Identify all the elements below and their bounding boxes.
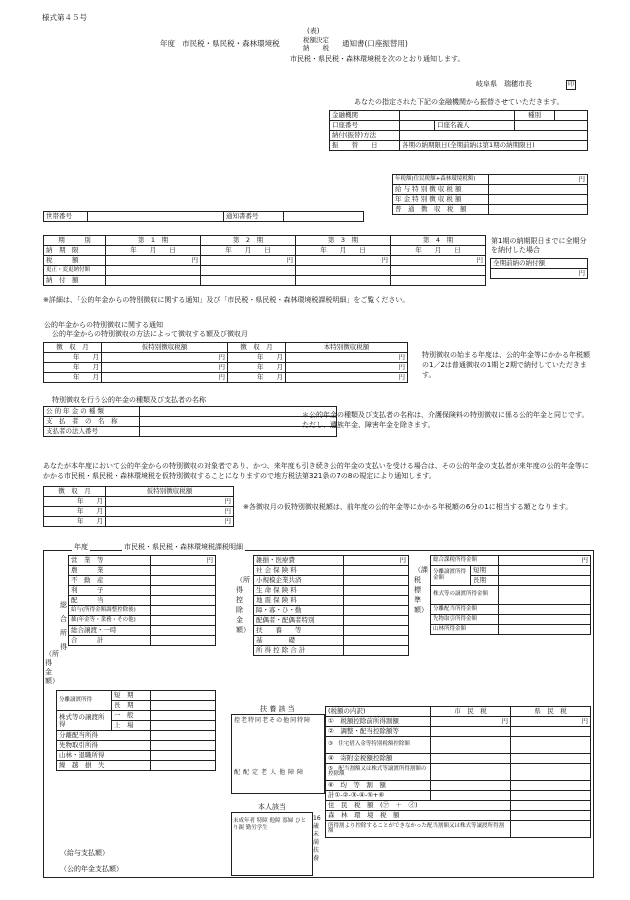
payer-corp: 支払者の法人番号 — [44, 427, 140, 437]
prov-month: 年 月 — [44, 507, 106, 517]
form-number: 様式第４５号 — [42, 13, 87, 22]
long-label: 長 期 — [112, 701, 151, 711]
fuyo-bottom-col: 配 — [234, 769, 244, 776]
period-row-paid: 納 付 額 — [44, 276, 106, 286]
title-taxes: 市民税・県民税・森林環境税 — [182, 39, 280, 48]
detail-year: 年度 — [74, 543, 88, 551]
other-income: 先物取引所得 — [57, 741, 151, 751]
title-kind — [303, 36, 329, 52]
income-item: 給与(所得金額調整控除後) — [69, 606, 151, 616]
payer-note: ＊公的年金の種類及び支払者の名称は、介護保険料の特別徴収に係る公的年金と同じです。ただし、遺族年金、障害年金を除きます。 — [302, 411, 589, 429]
bank-type: 種別 — [515, 111, 555, 121]
period-h0: 期 別 — [44, 236, 106, 246]
fuyo-bottom — [234, 770, 306, 776]
tax-h2: 県 民 税 — [511, 707, 591, 717]
income-item: 営 業 等 — [69, 556, 151, 566]
fuyo-col: 老 — [241, 717, 249, 724]
yen-mark: 円 — [151, 556, 216, 566]
pension-title: 公的年金からの特別徴収に関する通知 — [44, 321, 163, 329]
tax-item: ① 税額控除前所得割額 — [326, 717, 431, 727]
payer-title: 特別徴収を行う公的年金の種類及び支払者の名称 — [52, 396, 206, 404]
deduction-item: 基 礎 — [254, 636, 344, 646]
yen-mark: 円 — [106, 507, 234, 517]
fuyo-col: 特 — [297, 717, 305, 724]
due-date: 年 月 日 — [391, 246, 486, 256]
deduction-item: 地 震 保 険 料 — [254, 596, 344, 606]
fuyo-bottom-col: 定 — [252, 769, 262, 776]
fuyo-bottom-col: 障 — [288, 769, 298, 776]
fuyo-col: 同 — [290, 717, 298, 724]
deduction-table — [253, 555, 409, 656]
prov-h1: 仮特別徴収税額 — [106, 487, 234, 497]
page-title — [160, 40, 280, 48]
detail-note: ※詳細は、「公的年金からの特別徴収に関する通知」及び「市民税・県民税・森林環境税課税明細」をご覧ください。 — [43, 296, 410, 304]
honnin-label: 本人該当 — [258, 803, 286, 811]
short-label: 短 期 — [112, 691, 151, 701]
fuyo-col: 老 — [262, 717, 270, 724]
pension-h0: 徴 収 月 — [44, 343, 102, 353]
pension-month: 年 月 — [44, 363, 102, 373]
pension-sub: 公的年金からの特別徴収の方法によって徴収する額及び徴収月 — [52, 330, 248, 338]
period-row-tax: 税 額 — [44, 256, 106, 266]
pension-month: 年 月 — [228, 353, 286, 363]
issuer-name: 岐阜県 瑞穂市長 — [476, 80, 532, 88]
taxable-item: 総合課税所得金額 — [431, 556, 499, 566]
honnin-cols — [233, 818, 311, 832]
deduction-item: 社 会 保 険 料 — [254, 566, 344, 576]
income-item: 総合譲渡・一時 — [69, 626, 151, 636]
id-table — [43, 211, 364, 222]
payer-table — [43, 406, 337, 437]
yen-mark: 円 — [201, 256, 296, 266]
income-item: 農 業 — [69, 566, 151, 576]
general-label: 一 般 — [112, 711, 151, 721]
annual-ordinary: 普 通 徴 収 税 額 — [393, 205, 489, 215]
fuyo-bottom-col: 障 — [297, 769, 307, 776]
annual-total: 年税額(住民税額+森林環境税額) — [393, 175, 489, 185]
honnin-col: 他障 — [269, 818, 281, 824]
yen-mark: 円 — [391, 256, 486, 266]
deduction-item: 雑損・医療費 — [254, 556, 344, 566]
fuyo-bottom-col: 配 — [243, 769, 253, 776]
title-year: 年度 — [160, 39, 175, 48]
jumin-label: 住 民 税 額 (㋐ ＋ ㋑) — [326, 801, 511, 811]
detail-title: 市民税・県民税・森林環境税課税明細 — [124, 543, 243, 551]
provisional-table — [43, 486, 234, 527]
bank-holder: 口座名義人 — [435, 121, 515, 131]
pension-h3: 本特別徴収税額 — [286, 343, 408, 353]
yen-mark: 円 — [431, 717, 511, 727]
honnin-col: 寡婦 — [282, 818, 294, 824]
income-table — [68, 555, 216, 646]
yen-mark: 円 — [499, 556, 591, 566]
deduction-item: 所 得 控 除 合 計 — [254, 646, 344, 656]
period-row-due: 納 期 限 — [44, 246, 106, 256]
period-h1: 第 1 期 — [106, 236, 201, 246]
tax-item: ⑥ 均 等 割 額 — [326, 781, 431, 791]
bank-method: 納付(振替)方法 — [330, 131, 400, 141]
separate-table — [56, 690, 216, 771]
pension-h1: 仮特別徴収税額 — [102, 343, 228, 353]
yen-mark: 円 — [286, 373, 408, 383]
income-item: 不 動 産 — [69, 576, 151, 586]
pension-table — [43, 342, 408, 383]
pension-month: 年 月 — [44, 373, 102, 383]
bank-account: 口座番号 — [330, 121, 400, 131]
period-table — [43, 235, 486, 286]
prov-h0: 徴 収 月 — [44, 487, 106, 497]
fuyo-bottom-col: 老 — [261, 769, 271, 776]
honnin-col: ひとり親 — [233, 818, 307, 831]
pension-month: 年 月 — [44, 353, 102, 363]
period-h4: 第 4 期 — [391, 236, 486, 246]
income-item: 合 計 — [69, 636, 151, 646]
title-notice: 通知書(口座振替用) — [342, 39, 408, 48]
annual-table — [392, 174, 588, 215]
under16-label: 16歳未満扶養 — [313, 815, 321, 862]
tax-h0: (税額の内訳) — [326, 707, 431, 717]
notice-no: 通知書番号 — [224, 212, 284, 222]
period-h2: 第 2 期 — [201, 236, 296, 246]
bunri-label: 分離譲渡所得 — [57, 691, 112, 711]
title-kind2: 納 税 — [303, 44, 329, 52]
period-h3: 第 3 期 — [296, 236, 391, 246]
continue-note: あなたが本年度において公的年金からの特別徴収の対象者であり、かつ、来年度も引き続き公的年金の支払いを受ける場合は、その公的年金の支払者が来年度の公的年金等にかかる市民税・県民税・森林環境税を仮特別徴収することになりますので地方税法第321条の7の8の規定により通知します。 — [43, 462, 589, 480]
yen-mark: 円 — [106, 517, 234, 527]
pension-h2: 徴 収 月 — [228, 343, 286, 353]
honnin-col: 勤労学生 — [245, 825, 268, 831]
period-row-change: 更正・変更納付額 — [44, 266, 106, 276]
payer-kind: 公 的 年 金 の 種 類 — [44, 407, 140, 417]
fuyo-col: 同 — [255, 717, 263, 724]
yen-mark: 円 — [102, 363, 228, 373]
issuer-seal: 印 — [568, 81, 575, 88]
taxable-item: 山林所得金額 — [431, 625, 499, 635]
bank-date-label: 振 替 日 — [330, 141, 400, 151]
stock-label: 株式等の譲渡所得 — [57, 711, 112, 731]
honnin-col: 特障 — [256, 818, 268, 824]
sogo-label: 総合所得 — [60, 601, 67, 651]
title-kind1: 税額決定 — [303, 36, 329, 44]
yen-mark: 円 — [511, 717, 591, 727]
annual-salary: 給 与 特 別 徴 収 税 額 — [393, 185, 489, 195]
yen-mark: 円 — [106, 497, 234, 507]
annual-pension: 年 金 特 別 徴 収 税 額 — [393, 195, 489, 205]
due-date: 年 月 日 — [296, 246, 391, 256]
bank-institution: 金融機関 — [330, 111, 400, 121]
yen-mark: 円 — [286, 363, 408, 373]
taxable-item: 分離譲渡所得金額 — [431, 566, 471, 586]
taxable-long: 長期 — [471, 576, 499, 586]
deduction-item: 配偶者・配偶者特別 — [254, 616, 344, 626]
due-date: 年 月 日 — [201, 246, 296, 256]
fuyo-col: 特 — [248, 717, 256, 724]
provisional-note: ※各徴収月の仮特別徴収税額は、前年度の公的年金等にかかる年税額の6分の1に相当する額となります。 — [243, 503, 573, 511]
taxable-label: （課税標準額） — [414, 566, 428, 614]
bank-table — [329, 110, 588, 151]
tax-item: ④ 寄附金税額控除額 — [326, 754, 431, 764]
tax-table — [325, 706, 591, 838]
yen-mark: 円 — [102, 353, 228, 363]
prepay-note: 第1期の納期限日までに全期分を納付した場合 — [491, 237, 587, 254]
fuyo-col: 障 — [304, 717, 312, 724]
pension-month: 年 月 — [228, 363, 286, 373]
taxable-table — [430, 555, 591, 635]
yen-mark: 円 — [286, 353, 408, 363]
prepay-table — [490, 258, 588, 279]
taxable-item: 先物取引所得金額 — [431, 615, 499, 625]
fuyo-bottom-col: 他 — [279, 769, 289, 776]
bank-intro: あなたの指定された下記の金融機関から振替させていただきます。 — [354, 98, 564, 106]
tax-item: ⑤ 配当割額又は株式等譲渡所得割額の控除額 — [326, 764, 431, 781]
salary-amount: （給与支払額） — [60, 849, 109, 857]
fuyo-bottom-col: 人 — [270, 769, 280, 776]
deduction-item: 小規模企業共済 — [254, 576, 344, 586]
payer-name: 支 払 者 の 名 称 — [44, 417, 140, 427]
taxable-item: 分離配当所得金額 — [431, 605, 499, 615]
shinrin-label: 森 林 環 境 税 額 — [326, 811, 511, 821]
honnin-col: 未成年者 — [233, 818, 256, 824]
yen-mark: 円 — [106, 256, 201, 266]
footer-note: 所得割より控除することができなかった配当割額又は株式等譲渡所得割額 — [326, 821, 511, 838]
prepay-label: 全期前納の納付額 — [491, 259, 588, 269]
prov-month: 年 月 — [44, 517, 106, 527]
deduction-item: 扶 養 等 — [254, 626, 344, 636]
fuyo-col: の — [276, 717, 284, 724]
income-label: （所得金額） — [45, 650, 59, 685]
taxable-item: 株式等の譲渡所得金額 — [431, 586, 499, 605]
household-no: 世帯番号 — [44, 212, 88, 222]
tax-item: 計①-②-③-④-⑤+⑥ — [326, 791, 431, 801]
other-income: 繰 越 損 失 — [57, 761, 151, 771]
listed-label: 上 場 — [112, 721, 151, 731]
pension-amount: （公的年金支払額） — [60, 865, 123, 873]
pension-month: 年 月 — [228, 373, 286, 383]
other-income: 山林・退職所得 — [57, 751, 151, 761]
bank-date-value: 各期の納期限日(全期前納は第1期の納期限日) — [400, 141, 588, 151]
prov-month: 年 月 — [44, 497, 106, 507]
income-item: 配 当 — [69, 596, 151, 606]
yen-mark: 円 — [344, 556, 409, 566]
prepay-yen: 円 — [491, 269, 588, 279]
fuyo-col: 控 — [234, 717, 242, 724]
fuyo-col: そ — [269, 717, 277, 724]
side-label: (表) — [307, 27, 320, 35]
due-date: 年 月 日 — [106, 246, 201, 256]
other-income: 分離配当所得 — [57, 731, 151, 741]
fuyo-grid — [231, 714, 325, 794]
deduction-item: 生 命 保 険 料 — [254, 586, 344, 596]
yen-mark: 円 — [296, 256, 391, 266]
tax-item: ② 調整・配当控除額等 — [326, 727, 431, 737]
deduction-item: 障・寡・ひ・勤 — [254, 606, 344, 616]
income-item: 雑(年金等・業務・その他) — [69, 616, 151, 626]
start-note: 特別徴収の始まる年度は、公的年金等にかかる年税額の1／2は普通徴収の1期と2期で納付していただきます。 — [422, 351, 590, 379]
title-sub: 市民税・県民税・森林環境税を次のとおり通知します。 — [290, 55, 465, 63]
fuyo-label: 扶 養 該 当 — [260, 705, 295, 713]
fuyo-col: 他 — [283, 717, 291, 724]
income-item: 利 子 — [69, 586, 151, 596]
tax-h1: 市 民 税 — [431, 707, 511, 717]
taxable-short: 短期 — [471, 566, 499, 576]
annual-yen: 円 — [489, 175, 588, 185]
yen-mark: 円 — [102, 373, 228, 383]
deduction-label: （所得控除金額） — [236, 576, 250, 634]
fuyo-top — [234, 718, 311, 724]
tax-item: ③ 住宅借入金等特別税額控除額 — [326, 737, 431, 754]
